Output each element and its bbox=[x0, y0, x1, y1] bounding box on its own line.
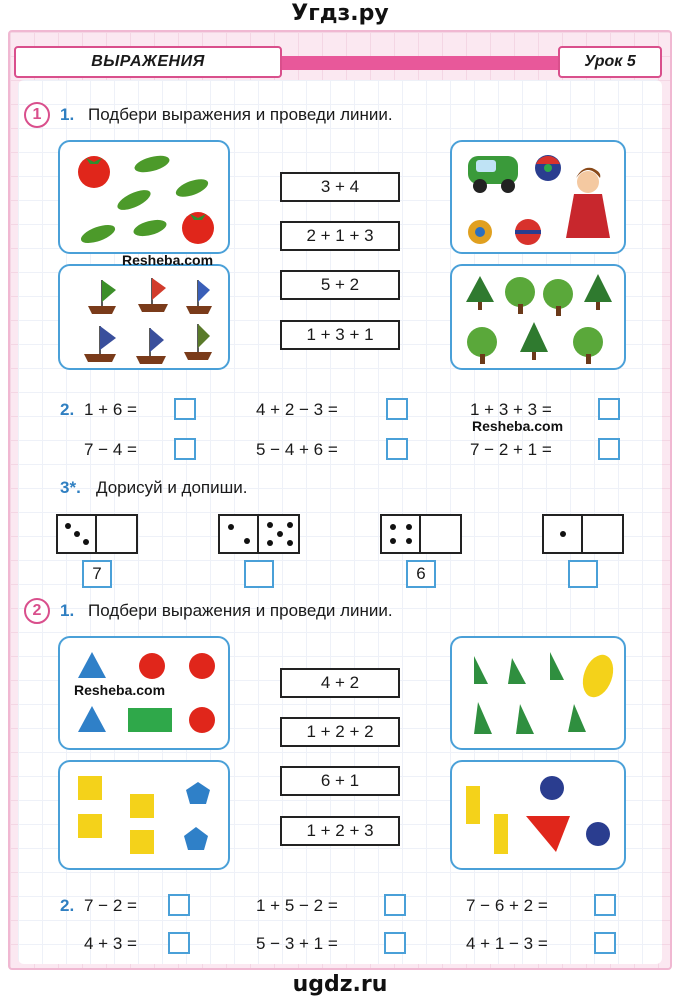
deciduous-tree-icon bbox=[505, 277, 535, 314]
expression-card[interactable]: 5 + 2 bbox=[280, 270, 400, 300]
answer-box[interactable]: 7 bbox=[82, 560, 112, 588]
task-number: 1. bbox=[60, 105, 75, 124]
task-text: Подбери выражения и проведи линии. bbox=[88, 601, 393, 620]
triangle-icon bbox=[550, 652, 564, 680]
site-footer: ugdz.ru bbox=[292, 972, 388, 997]
task-number: 1. bbox=[60, 601, 75, 620]
shapes-picture bbox=[452, 762, 628, 872]
vegetables-picture bbox=[60, 142, 232, 256]
picture-box-vegetables[interactable] bbox=[58, 140, 230, 254]
fir-tree-icon bbox=[584, 274, 612, 310]
triangle-icon bbox=[78, 706, 106, 732]
equation: 1 + 6 = bbox=[84, 400, 137, 419]
doll-icon bbox=[566, 168, 610, 238]
square-icon bbox=[78, 776, 102, 800]
oval-icon bbox=[577, 651, 618, 702]
answer-box[interactable] bbox=[168, 894, 190, 916]
equation: 1 + 3 + 3 = bbox=[470, 400, 552, 419]
page-title: ВЫРАЖЕНИЯ bbox=[14, 46, 282, 78]
equation: 4 + 1 − 3 = bbox=[466, 934, 548, 953]
watermark: Resheba.com bbox=[122, 252, 214, 268]
fir-tree-icon bbox=[520, 322, 548, 360]
shapes-picture bbox=[60, 762, 232, 872]
triangle-icon bbox=[78, 652, 106, 678]
equation: 7 − 2 + 1 = bbox=[470, 440, 552, 459]
task-text: Подбери выражения и проведи линии. bbox=[88, 105, 393, 124]
triangle-icon bbox=[508, 658, 526, 684]
tomato-icon bbox=[182, 212, 214, 244]
answer-box[interactable] bbox=[598, 398, 620, 420]
task-number: 2. bbox=[60, 896, 75, 915]
square-icon bbox=[78, 814, 102, 838]
ball-icon bbox=[515, 219, 541, 245]
section-number-1: 1 bbox=[24, 102, 50, 128]
toys-picture bbox=[452, 142, 628, 256]
picture-box-boats[interactable] bbox=[58, 264, 230, 370]
rectangle-icon bbox=[128, 708, 172, 732]
answer-box[interactable] bbox=[386, 398, 408, 420]
boat-icon bbox=[88, 280, 116, 314]
section-number-2: 2 bbox=[24, 598, 50, 624]
triangle-icon bbox=[526, 816, 570, 852]
deciduous-tree-icon bbox=[543, 279, 573, 316]
circle-icon bbox=[139, 653, 165, 679]
answer-box[interactable] bbox=[384, 894, 406, 916]
equation: 7 − 6 + 2 = bbox=[466, 896, 548, 915]
answer-box[interactable] bbox=[244, 560, 274, 588]
equation: 1 + 5 − 2 = bbox=[256, 896, 338, 915]
pentagon-icon bbox=[184, 827, 208, 850]
trees-picture bbox=[452, 266, 628, 372]
boat-icon bbox=[186, 280, 212, 314]
expression-card[interactable]: 1 + 2 + 2 bbox=[280, 717, 400, 747]
circle-icon bbox=[189, 653, 215, 679]
task-number: 2. bbox=[60, 400, 75, 419]
answer-box[interactable] bbox=[386, 438, 408, 460]
header-stripe bbox=[260, 56, 560, 70]
header-dash bbox=[525, 56, 529, 70]
lesson-label: Урок 5 bbox=[558, 46, 662, 78]
cucumber-icon bbox=[79, 221, 118, 246]
watermark: Resheba.com bbox=[74, 682, 166, 698]
equation: 5 − 4 + 6 = bbox=[256, 440, 338, 459]
expression-card[interactable]: 4 + 2 bbox=[280, 668, 400, 698]
answer-box[interactable] bbox=[568, 560, 598, 588]
watermark: Resheba.com bbox=[472, 418, 564, 434]
picture-box-shapes-yellow[interactable] bbox=[58, 760, 230, 870]
equation: 7 − 2 = bbox=[84, 896, 137, 915]
equation: 4 + 3 = bbox=[84, 934, 137, 953]
ball-icon bbox=[535, 155, 561, 181]
pentagon-icon bbox=[186, 782, 210, 804]
task-number: 3*. bbox=[60, 478, 81, 497]
rectangle-icon bbox=[466, 786, 480, 824]
rectangle-icon bbox=[494, 814, 508, 854]
triangle-icon bbox=[474, 656, 488, 684]
domino bbox=[56, 514, 138, 554]
answer-box[interactable] bbox=[594, 932, 616, 954]
triangle-icon bbox=[568, 704, 586, 732]
domino bbox=[542, 514, 624, 554]
shapes-picture bbox=[452, 638, 628, 752]
cucumber-icon bbox=[132, 217, 168, 239]
expression-card[interactable]: 6 + 1 bbox=[280, 766, 400, 796]
picture-box-shapes-green[interactable] bbox=[450, 636, 626, 750]
deciduous-tree-icon bbox=[573, 327, 603, 364]
circle-icon bbox=[586, 822, 610, 846]
header-dash bbox=[541, 56, 545, 70]
fir-tree-icon bbox=[466, 276, 494, 310]
cucumber-icon bbox=[174, 176, 211, 201]
square-icon bbox=[130, 794, 154, 818]
circle-icon bbox=[540, 776, 564, 800]
deciduous-tree-icon bbox=[467, 327, 497, 364]
equation: 7 − 4 = bbox=[84, 440, 137, 459]
expression-card[interactable]: 1 + 3 + 1 bbox=[280, 320, 400, 350]
cucumber-icon bbox=[133, 153, 171, 176]
boat-icon bbox=[138, 278, 168, 312]
expression-card[interactable]: 3 + 4 bbox=[280, 172, 400, 202]
boats-picture bbox=[60, 266, 232, 372]
cucumber-icon bbox=[115, 186, 154, 214]
equation: 5 − 3 + 1 = bbox=[256, 934, 338, 953]
answer-box[interactable] bbox=[384, 932, 406, 954]
site-title: Угдз.ру bbox=[291, 1, 389, 26]
answer-box[interactable] bbox=[174, 398, 196, 420]
domino bbox=[380, 514, 462, 554]
picture-box-trees[interactable] bbox=[450, 264, 626, 370]
triangle-icon bbox=[474, 702, 492, 734]
answer-box[interactable] bbox=[174, 438, 196, 460]
square-icon bbox=[130, 830, 154, 854]
expression-card[interactable]: 1 + 2 + 3 bbox=[280, 816, 400, 846]
picture-box-toys[interactable] bbox=[450, 140, 626, 254]
header-dash bbox=[533, 56, 537, 70]
answer-box[interactable] bbox=[598, 438, 620, 460]
workbook-page bbox=[8, 30, 672, 970]
boat-icon bbox=[184, 324, 212, 360]
picture-box-shapes-red-triangle[interactable] bbox=[450, 760, 626, 870]
toy-car-icon bbox=[468, 156, 518, 193]
answer-box[interactable] bbox=[594, 894, 616, 916]
task-text: Дорисуй и допиши. bbox=[96, 478, 248, 497]
ball-icon bbox=[468, 220, 492, 244]
boat-icon bbox=[84, 326, 116, 362]
circle-icon bbox=[189, 707, 215, 733]
domino bbox=[218, 514, 300, 554]
expression-card[interactable]: 2 + 1 + 3 bbox=[280, 221, 400, 251]
header-dash bbox=[549, 56, 553, 70]
equation: 4 + 2 − 3 = bbox=[256, 400, 338, 419]
answer-box[interactable] bbox=[168, 932, 190, 954]
answer-box[interactable]: 6 bbox=[406, 560, 436, 588]
triangle-icon bbox=[516, 704, 534, 734]
boat-icon bbox=[136, 328, 166, 364]
tomato-icon bbox=[78, 156, 110, 188]
